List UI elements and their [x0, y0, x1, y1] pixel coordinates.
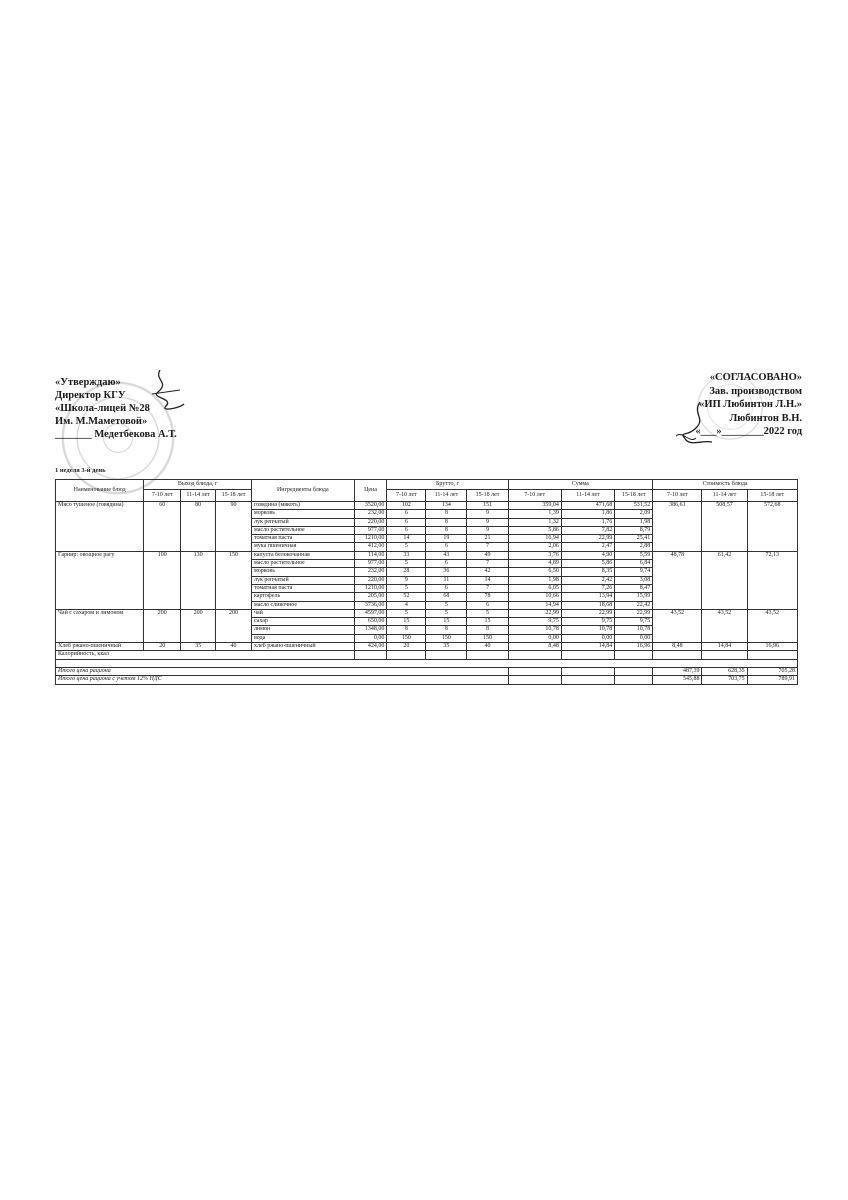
dish-cost: 16,96: [747, 643, 797, 651]
ingredient-price: 232,00: [354, 568, 387, 576]
agreement-block: [695, 371, 802, 439]
header-cost: Стоимость блюда: [653, 480, 798, 490]
header-age-group: 15-18 лет: [615, 490, 653, 502]
ingredient-gross: 20: [387, 643, 426, 651]
ingredient-name: лук репчатый: [251, 518, 354, 526]
ingredient-sum: 10,66: [508, 593, 561, 601]
ingredient-sum: 1,32: [508, 518, 561, 526]
totals-body: [56, 651, 798, 684]
spacer-row: [56, 659, 798, 667]
ingredient-sum: 0,00: [508, 634, 561, 642]
ingredient-sum: 10,78: [561, 626, 614, 634]
ingredient-sum: 22,99: [615, 609, 653, 617]
ingredient-sum: 8,48: [508, 643, 561, 651]
ingredient-gross: 150: [426, 634, 467, 642]
ingredient-sum: 10,78: [508, 626, 561, 634]
ingredient-name: мука пшеничная: [251, 543, 354, 551]
total-row: [56, 667, 798, 675]
ingredient-sum: 18,68: [561, 601, 614, 609]
ingredient-sum: 7,82: [561, 526, 614, 534]
header-age-group: 15-18 лет: [216, 490, 252, 502]
approval-line: _______ Медетбекова А.Т.: [55, 429, 177, 440]
total-value: 705,28: [747, 667, 797, 675]
ingredient-price: 1210,00: [354, 584, 387, 592]
total-vat-value: 703,75: [702, 676, 747, 684]
ingredient-gross: 6: [426, 584, 467, 592]
dish-name: Хлеб ржано-пшеничный: [56, 643, 144, 651]
ingredient-gross: 6: [387, 526, 426, 534]
ingredient-sum: 9,74: [615, 568, 653, 576]
ingredient-price: 114,00: [354, 551, 387, 559]
ingredient-gross: 5: [387, 560, 426, 568]
ingredient-price: 424,00: [354, 643, 387, 651]
ingredient-gross: 9: [467, 510, 508, 518]
ingredient-sum: 5,86: [561, 560, 614, 568]
ingredient-name: хлеб ржано-пшеничный: [251, 643, 354, 651]
ingredient-price: 3736,00: [354, 601, 387, 609]
ingredient-price: 220,00: [354, 518, 387, 526]
total-vat-row: [56, 676, 798, 684]
ingredient-price: 220,00: [354, 576, 387, 584]
ingredient-sum: 4,90: [561, 551, 614, 559]
ingredient-gross: 14: [387, 535, 426, 543]
ingredient-sum: 1,86: [561, 510, 614, 518]
ingredient-gross: 8: [426, 526, 467, 534]
approval-line: «Школа-лицей №28: [55, 403, 150, 414]
ingredient-price: 205,00: [354, 593, 387, 601]
ingredient-price: 650,00: [354, 618, 387, 626]
ingredient-sum: 2,06: [508, 543, 561, 551]
ingredient-sum: 6,50: [508, 568, 561, 576]
ingredient-sum: 9,75: [508, 618, 561, 626]
dish-cost: 572,68: [747, 502, 797, 552]
dish-cost: 508,57: [702, 502, 747, 552]
ingredient-gross: 28: [387, 568, 426, 576]
ingredient-price: 977,00: [354, 526, 387, 534]
ingredient-gross: 19: [426, 535, 467, 543]
ingredient-gross: 15: [387, 618, 426, 626]
ingredient-gross: 8: [426, 510, 467, 518]
dish-output: 90: [216, 502, 252, 552]
ingredient-sum: 14,84: [561, 643, 614, 651]
ingredient-sum: 9,75: [615, 618, 653, 626]
calories-label: Калорийность, ккал: [56, 651, 355, 659]
ingredient-sum: 16,96: [615, 643, 653, 651]
ingredient-gross: 8: [426, 518, 467, 526]
ingredient-gross: 4: [387, 601, 426, 609]
ingredient-price: 0,00: [354, 634, 387, 642]
ingredient-name: чай: [251, 609, 354, 617]
ingredient-gross: 8: [387, 626, 426, 634]
ingredient-gross: 43: [426, 551, 467, 559]
total-label: Итого цена рациона: [56, 667, 509, 675]
ingredient-sum: 2,88: [615, 543, 653, 551]
total-vat-value: 789,91: [747, 676, 797, 684]
ingredient-gross: 49: [467, 551, 508, 559]
header-age-group: 7-10 лет: [387, 490, 426, 502]
header-age-group: 7-10 лет: [653, 490, 702, 502]
ingredient-name: томатная паста: [251, 584, 354, 592]
ingredient-gross: 150: [467, 634, 508, 642]
ingredient-gross: 21: [467, 535, 508, 543]
table-row: [56, 609, 798, 617]
ingredient-gross: 15: [426, 618, 467, 626]
ingredient-gross: 11: [426, 576, 467, 584]
dish-output: 130: [181, 551, 216, 609]
dish-output: 200: [144, 609, 181, 642]
ingredient-sum: 13,94: [561, 593, 614, 601]
approval-block: [55, 376, 177, 441]
ingredient-sum: 6,05: [508, 584, 561, 592]
dish-name: Чай с сахаром и лимоном: [56, 609, 144, 642]
ingredient-gross: 9: [467, 518, 508, 526]
ingredient-sum: 2,47: [561, 543, 614, 551]
ingredient-sum: 3,76: [508, 551, 561, 559]
ingredient-gross: 15: [467, 618, 508, 626]
dish-output: 35: [181, 643, 216, 651]
header-sum: Сумма: [508, 480, 653, 490]
ingredient-sum: 22,99: [508, 609, 561, 617]
table-row: [56, 643, 798, 651]
agreement-line: Любинтон В.Н.: [729, 412, 802, 424]
ingredient-sum: 1,98: [508, 576, 561, 584]
ingredient-sum: 8,47: [615, 584, 653, 592]
dish-cost: 43,52: [653, 609, 702, 642]
ingredient-gross: 9: [467, 526, 508, 534]
ingredient-gross: 35: [426, 643, 467, 651]
dish-output: 40: [216, 643, 252, 651]
ingredient-sum: 471,68: [561, 502, 614, 510]
total-value: 487,39: [653, 667, 702, 675]
ingredient-gross: 6: [467, 601, 508, 609]
ingredient-sum: 8,79: [615, 526, 653, 534]
menu-table-body: [56, 502, 798, 651]
ingredient-sum: 9,75: [561, 618, 614, 626]
approval-line: «Утверждаю»: [55, 377, 121, 388]
ingredient-price: 412,00: [354, 543, 387, 551]
ingredient-gross: 68: [426, 593, 467, 601]
dish-name: Мясо тушеное (говядина): [56, 502, 144, 552]
ingredient-sum: 16,94: [508, 535, 561, 543]
header-age-group: 7-10 лет: [144, 490, 181, 502]
header-age-group: 11-14 лет: [702, 490, 747, 502]
ingredient-sum: 5,86: [508, 526, 561, 534]
approval-line: Директор КГУ: [55, 390, 126, 401]
ingredient-price: 1210,00: [354, 535, 387, 543]
total-vat-label: Итого цена рациона с учетом 12% НДС: [56, 676, 509, 684]
header-age-group: 15-18 лет: [747, 490, 797, 502]
ingredient-sum: 4,89: [508, 560, 561, 568]
ingredient-name: масло растительное: [251, 526, 354, 534]
ingredient-gross: 78: [467, 593, 508, 601]
ingredient-sum: 2,09: [615, 510, 653, 518]
ingredient-name: говядина (мякоть): [251, 502, 354, 510]
ingredient-sum: 8,35: [561, 568, 614, 576]
ingredient-gross: 7: [467, 543, 508, 551]
ingredient-gross: 6: [387, 518, 426, 526]
total-vat-value: 545,88: [653, 676, 702, 684]
ingredient-name: капуста белокочанная: [251, 551, 354, 559]
header-gross: Брутто, г: [387, 480, 508, 490]
ingredient-gross: 9: [387, 576, 426, 584]
ingredient-price: 232,00: [354, 510, 387, 518]
ingredient-gross: 8: [467, 626, 508, 634]
ingredient-sum: 15,99: [615, 593, 653, 601]
ingredient-sum: 22,42: [615, 601, 653, 609]
dish-cost: 43,52: [702, 609, 747, 642]
ingredient-gross: 151: [467, 502, 508, 510]
ingredient-price: 3520,00: [354, 502, 387, 510]
ingredient-name: масло растительное: [251, 560, 354, 568]
ingredient-name: сахар: [251, 618, 354, 626]
dish-cost: 8,48: [653, 643, 702, 651]
ingredient-gross: 14: [467, 576, 508, 584]
ingredient-sum: 25,41: [615, 535, 653, 543]
ingredient-sum: 22,99: [561, 535, 614, 543]
agreement-line: «СОГЛАСОВАНО»: [709, 372, 802, 383]
ingredient-name: морковь: [251, 568, 354, 576]
ingredient-gross: 5: [387, 543, 426, 551]
ingredient-gross: 5: [426, 609, 467, 617]
dish-cost: 72,13: [747, 551, 797, 609]
ingredient-gross: 150: [387, 634, 426, 642]
dish-name: Гарнир: овощное рагу: [56, 551, 144, 609]
agreement-line: «ИП Любинтон Л.Н.»: [699, 399, 802, 410]
agreement-line: Зав. производством: [709, 385, 802, 397]
ingredient-gross: 8: [426, 626, 467, 634]
dish-output: 200: [216, 609, 252, 642]
ingredient-price: 4597,00: [354, 609, 387, 617]
ingredient-gross: 40: [467, 643, 508, 651]
ingredient-sum: 2,42: [561, 576, 614, 584]
dish-output: 200: [181, 609, 216, 642]
ingredient-gross: 6: [426, 560, 467, 568]
ingredient-gross: 102: [387, 502, 426, 510]
total-value: 628,35: [702, 667, 747, 675]
ingredient-sum: 7,26: [561, 584, 614, 592]
header-age-group: 11-14 лет: [181, 490, 216, 502]
ingredient-sum: 0,00: [615, 634, 653, 642]
menu-table: [55, 479, 798, 685]
ingredient-gross: 6: [426, 543, 467, 551]
ingredient-sum: 3,08: [615, 576, 653, 584]
ingredient-gross: 6: [387, 510, 426, 518]
week-day-label: 1 неделя 3-й день: [55, 467, 106, 474]
ingredient-name: лимон: [251, 626, 354, 634]
agreement-line: «___»________2022 год: [695, 426, 802, 437]
ingredient-gross: 134: [426, 502, 467, 510]
age-groups-row: [56, 490, 798, 502]
ingredient-gross: 52: [387, 593, 426, 601]
ingredient-price: 1348,00: [354, 626, 387, 634]
header-age-group: 11-14 лет: [426, 490, 467, 502]
dish-cost: 14,84: [702, 643, 747, 651]
ingredient-sum: 5,59: [615, 551, 653, 559]
ingredient-sum: 22,99: [561, 609, 614, 617]
ingredient-sum: 1,76: [561, 518, 614, 526]
ingredient-gross: 36: [426, 568, 467, 576]
dish-cost: 43,52: [747, 609, 797, 642]
ingredient-name: лук репчатый: [251, 576, 354, 584]
ingredient-gross: 5: [387, 584, 426, 592]
ingredient-name: масло сливочное: [251, 601, 354, 609]
ingredient-sum: 531,52: [615, 502, 653, 510]
dish-cost: 386,61: [653, 502, 702, 552]
ingredient-name: морковь: [251, 510, 354, 518]
ingredient-sum: 10,78: [615, 626, 653, 634]
dish-cost: 48,78: [653, 551, 702, 609]
ingredient-sum: 1,98: [615, 518, 653, 526]
approval-line: Им. М.Маметовой»: [55, 416, 148, 427]
dish-output: 80: [181, 502, 216, 552]
ingredient-sum: 14,94: [508, 601, 561, 609]
header-dish: Наименование блюд: [56, 480, 144, 502]
ingredient-gross: 42: [467, 568, 508, 576]
ingredient-sum: 359,04: [508, 502, 561, 510]
dish-cost: 61,42: [702, 551, 747, 609]
ingredient-gross: 7: [467, 560, 508, 568]
header-ingredients: Ингредиенты блюда: [251, 480, 354, 502]
dish-output: 100: [144, 551, 181, 609]
header-price: Цена: [354, 480, 387, 502]
ingredient-sum: 0,00: [561, 634, 614, 642]
ingredient-price: 977,00: [354, 560, 387, 568]
dish-output: 60: [144, 502, 181, 552]
header-age-group: 7-10 лет: [508, 490, 561, 502]
header-age-group: 15-18 лет: [467, 490, 508, 502]
header-age-group: 11-14 лет: [561, 490, 614, 502]
ingredient-gross: 33: [387, 551, 426, 559]
header-output: Выход блюда, г: [144, 480, 252, 490]
table-row: [56, 551, 798, 559]
ingredient-gross: 5: [426, 601, 467, 609]
ingredient-name: картофель: [251, 593, 354, 601]
ingredient-name: томатная паста: [251, 535, 354, 543]
ingredient-name: вода: [251, 634, 354, 642]
calories-row: [56, 651, 798, 659]
ingredient-gross: 5: [467, 609, 508, 617]
ingredient-sum: 6,84: [615, 560, 653, 568]
table-row: [56, 502, 798, 510]
ingredient-sum: 1,39: [508, 510, 561, 518]
dish-output: 150: [216, 551, 252, 609]
ingredient-gross: 7: [467, 584, 508, 592]
ingredient-gross: 5: [387, 609, 426, 617]
dish-output: 20: [144, 643, 181, 651]
